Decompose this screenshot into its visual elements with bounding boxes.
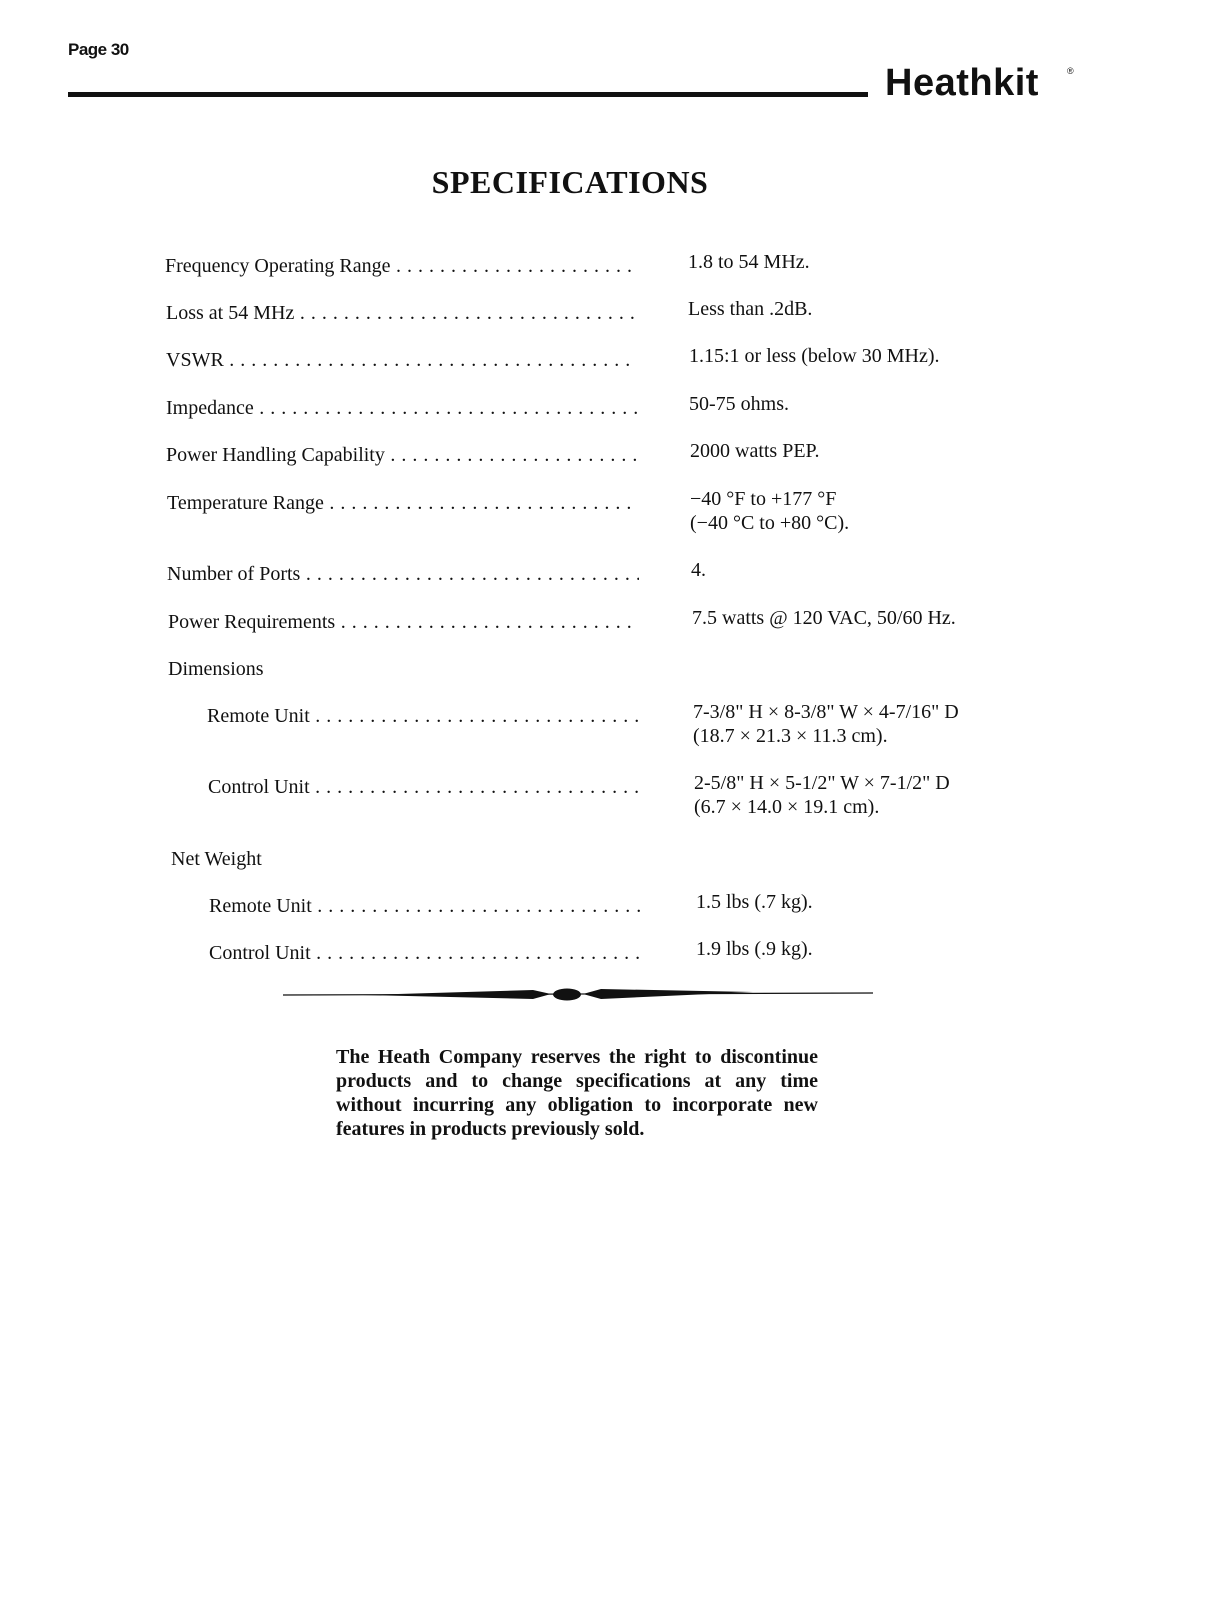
header-rule — [68, 92, 868, 97]
spec-value: 7.5 watts @ 120 VAC, 50/60 Hz. — [692, 607, 956, 629]
spec-label: Loss at 54 MHz . . . — [166, 301, 637, 325]
dimension-row-control — [0, 772, 1214, 835]
weight-heading: Net Weight — [171, 848, 262, 870]
spec-value: 4. — [691, 559, 706, 581]
disclaimer-notice: The Heath Company reserves the right to discontinue products and to change specifications at any time without incurring any obligation to incorporate new features in products previously sold. — [336, 1046, 818, 1140]
spec-value-secondary: (18.7 × 21.3 × 11.3 cm). — [693, 725, 888, 747]
spec-label: Power Handling Capability . . . — [166, 443, 638, 467]
brand-logo: Heathkit — [885, 62, 1039, 104]
spec-value: 1.9 lbs (.9 kg). — [696, 938, 813, 960]
ornamental-divider — [283, 978, 873, 1012]
spec-label: Temperature Range . . . — [167, 491, 638, 515]
registered-mark: ® — [1067, 66, 1074, 76]
spec-label: Control Unit . . . — [209, 941, 641, 965]
spec-label: Frequency Operating Range . . . — [165, 254, 637, 278]
spec-label: Number of Ports . . . — [167, 562, 639, 586]
spec-label: VSWR . . . — [166, 348, 637, 372]
spec-label: Control Unit . . . — [208, 775, 640, 799]
spec-value-secondary: (6.7 × 14.0 × 19.1 cm). — [694, 796, 880, 818]
spec-value: −40 °F to +177 °F — [690, 488, 837, 510]
page-title: SPECIFICATIONS — [431, 164, 709, 200]
spec-value: 50-75 ohms. — [689, 393, 789, 415]
spec-value: Less than .2dB. — [688, 298, 813, 320]
spec-value: 7-3/8" H × 8-3/8" W × 4-7/16" D — [693, 701, 959, 723]
spec-value: 2000 watts PEP. — [690, 440, 820, 462]
spec-value: 1.15:1 or less (below 30 MHz). — [689, 345, 940, 367]
spec-label: Remote Unit . . . — [207, 704, 639, 728]
spec-label: Impedance . . . — [166, 396, 637, 420]
spec-value: 1.8 to 54 MHz. — [688, 251, 810, 273]
spec-label: Power Requirements . . . — [168, 610, 639, 634]
spec-value-secondary: (−40 °C to +80 °C). — [690, 512, 850, 534]
dimensions-heading: Dimensions — [168, 658, 264, 680]
dimension-row-remote — [0, 701, 1214, 764]
spec-label: Remote Unit . . . — [209, 894, 641, 918]
spec-row-temperature — [0, 488, 1214, 551]
spec-value: 2-5/8" H × 5-1/2" W × 7-1/2" D — [694, 772, 950, 794]
page-number: Page 30 — [68, 40, 129, 59]
spec-value: 1.5 lbs (.7 kg). — [696, 891, 813, 913]
